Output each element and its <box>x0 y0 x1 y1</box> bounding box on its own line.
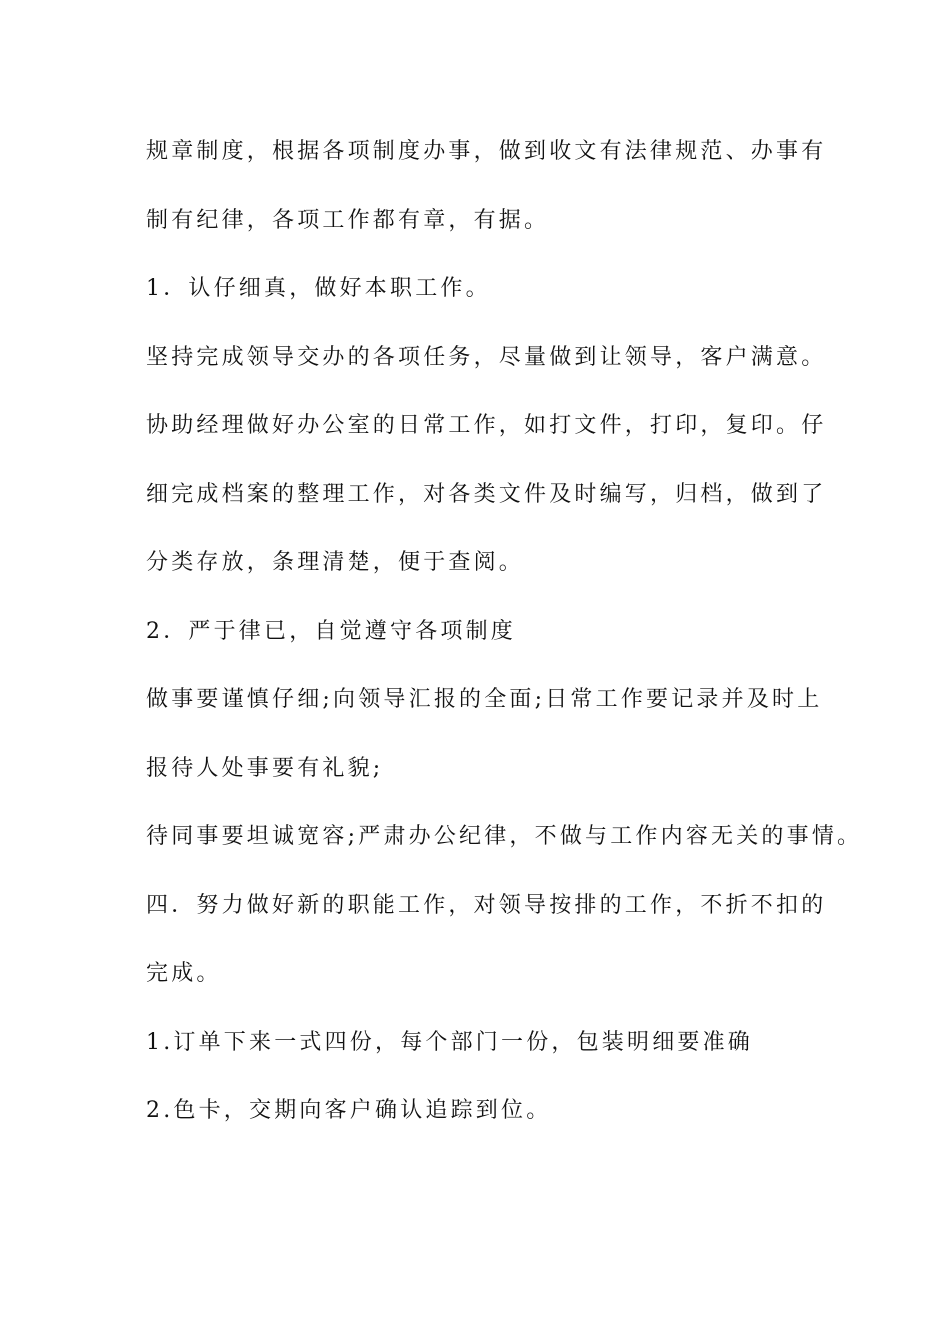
text-line: 完成。 <box>146 961 222 986</box>
text-line: 协助经理做好办公室的日常工作，如打文件，打印，复印。仔 <box>146 413 827 438</box>
text-line: 规章制度，根据各项制度办事，做到收文有法律规范、办事有 <box>146 139 827 164</box>
list-heading: 1．认仔细真，做好本职工作。 <box>146 276 491 301</box>
list-item: 1.订单下来一式四份，每个部门一份，包装明细要准确 <box>146 1029 753 1055</box>
text-line: 制有纪律，各项工作都有章，有据。 <box>146 207 550 233</box>
text-line: 待同事要坦诚宽容;严肃办公纪律，不做与工作内容无关的事情。 <box>146 824 863 849</box>
list-heading: 2．严于律已，自觉遵守各项制度 <box>146 618 516 644</box>
text-line: 做事要谨慎仔细;向领导汇报的全面;日常工作要记录并及时上 <box>146 687 823 712</box>
text-line: 细完成档案的整理工作，对各类文件及时编写，归档，做到了 <box>146 481 827 507</box>
section-heading: 四．努力做好新的职能工作，对领导按排的工作，不折不扣的 <box>146 892 827 918</box>
text-line: 报待人处事要有礼貌; <box>146 755 384 781</box>
text-line: 分类存放，条理清楚，便于查阅。 <box>146 550 525 575</box>
list-item: 2.色卡，交期向客户确认追踪到位。 <box>146 1098 552 1123</box>
text-line: 坚持完成领导交办的各项任务，尽量做到让领导，客户满意。 <box>146 344 827 370</box>
document-body <box>146 128 863 1156</box>
